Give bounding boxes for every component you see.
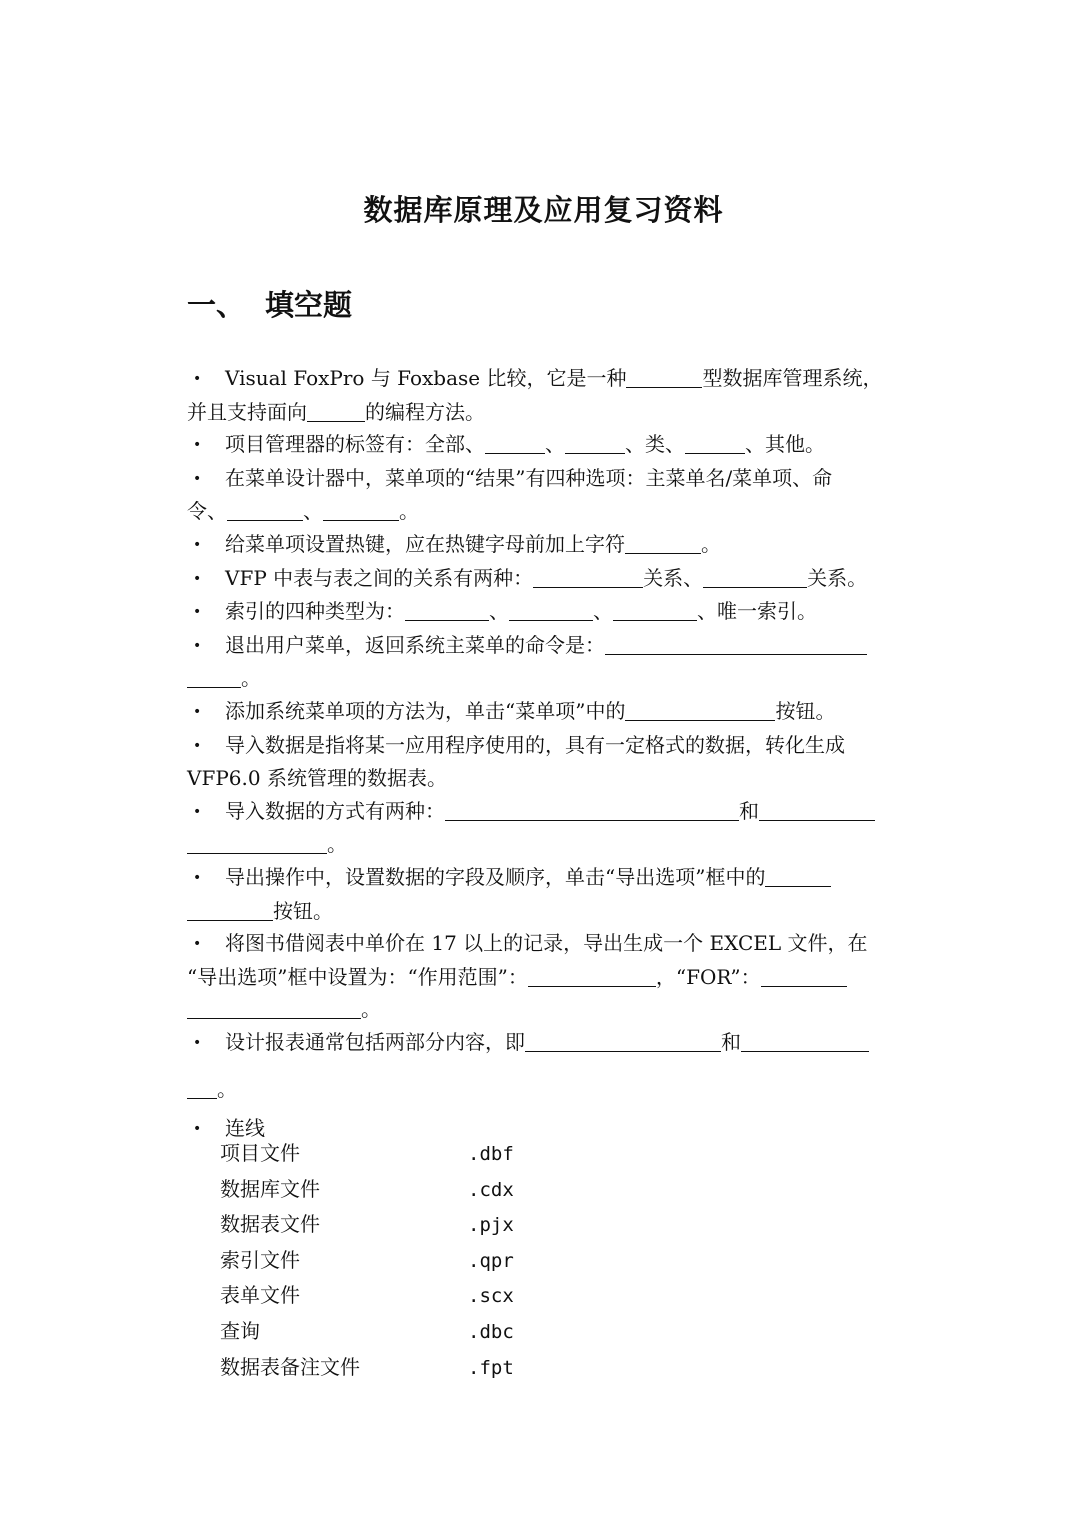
file-type-label: 表单文件 (220, 1283, 300, 1308)
question-text: Visual FoxPro 与 Foxbase 比较，它是一种 (225, 366, 627, 390)
answer-blank[interactable] (685, 433, 745, 454)
question-text: 。 (217, 1077, 237, 1102)
answer-blank[interactable] (626, 367, 702, 388)
answer-blank[interactable] (625, 533, 701, 554)
bullet-icon: • (193, 604, 202, 621)
answer-blank[interactable] (405, 600, 489, 621)
question-text: 。 (327, 832, 347, 857)
document-title: 数据库原理及应用复习资料 (363, 193, 724, 227)
question-text: ，“FOR”： (655, 964, 761, 989)
file-type-label: 数据表文件 (220, 1212, 320, 1237)
answer-blank[interactable] (187, 900, 273, 921)
file-extension: .qpr (468, 1249, 514, 1272)
file-extension: .dbf (468, 1143, 514, 1165)
bullet-icon: • (193, 936, 202, 953)
answer-blank[interactable] (528, 966, 656, 987)
answer-blank[interactable] (741, 1031, 869, 1052)
question-text: 导入数据是指将某一应用程序使用的，具有一定格式的数据，转化生成 (225, 732, 845, 757)
file-extension: .cdx (468, 1178, 514, 1201)
question-text: 在菜单设计器中，菜单项的“结果”有四种选项：主菜单名/菜单项、命 (225, 465, 833, 490)
question-9 (187, 729, 912, 795)
question-5 (187, 562, 912, 596)
answer-blank[interactable] (187, 833, 327, 854)
answer-blank[interactable] (323, 500, 399, 521)
file-type-label: 数据表备注文件 (220, 1354, 360, 1379)
answer-blank[interactable] (761, 966, 847, 987)
bullet-icon: • (193, 1034, 202, 1051)
question-text: 令、 (187, 499, 227, 524)
answer-blank[interactable] (485, 433, 545, 454)
matching-row (220, 1243, 514, 1279)
matching-row (220, 1350, 514, 1386)
file-extension: .pjx (468, 1214, 514, 1237)
answer-blank[interactable] (307, 401, 365, 422)
bullet-icon: • (193, 703, 202, 720)
question-6 (187, 595, 912, 629)
question-text: 和 (739, 798, 759, 823)
file-extension: .scx (468, 1285, 514, 1308)
question-text: 。 (241, 666, 261, 691)
answer-blank[interactable] (759, 800, 875, 821)
question-text: 将图书借阅表中单价在 17 以上的记录，导出生成一个 EXCEL 文件，在 (225, 931, 868, 956)
question-text: 项目管理器的标签有：全部、 (225, 432, 485, 457)
question-text: 和 (721, 1029, 741, 1054)
answer-blank[interactable] (625, 700, 775, 721)
question-text: 添加系统菜单项的方法为，单击“菜单项”中的 (225, 698, 626, 723)
file-extension: .dbc (468, 1320, 514, 1343)
question-10 (187, 795, 912, 861)
answer-blank[interactable] (187, 998, 361, 1019)
question-text: 、 (545, 432, 565, 457)
question-text: 、 (303, 499, 323, 524)
matching-row (220, 1207, 514, 1243)
question-text: 导入数据的方式有两种： (225, 798, 445, 823)
answer-blank[interactable] (613, 600, 697, 621)
question-text: 、 (593, 599, 613, 624)
question-text: 关系、 (643, 565, 704, 590)
answer-blank[interactable] (227, 500, 303, 521)
question-text: 给菜单项设置热键，应在热键字母前加上字符 (225, 531, 625, 556)
question-11 (187, 861, 912, 927)
question-text: 的编程方法。 (365, 399, 485, 424)
answer-blank[interactable] (525, 1031, 721, 1052)
bullet-icon: • (193, 803, 202, 820)
matching-row (220, 1172, 514, 1208)
question-text: 。 (701, 531, 721, 556)
question-text: 连线 (225, 1116, 265, 1141)
question-text: 。 (361, 997, 381, 1022)
question-text: 、其他。 (745, 432, 825, 457)
bullet-icon: • (193, 737, 202, 754)
question-1 (187, 362, 912, 428)
section-number: 一、 (187, 288, 246, 322)
answer-blank[interactable] (445, 800, 739, 821)
answer-blank[interactable] (533, 567, 643, 588)
answer-blank[interactable] (765, 866, 831, 887)
file-type-label: 数据库文件 (220, 1176, 320, 1201)
section-heading (187, 283, 352, 324)
answer-blank[interactable] (509, 600, 593, 621)
question-text: 、类、 (625, 432, 685, 457)
file-type-label: 索引文件 (220, 1247, 300, 1272)
question-text: 按钮。 (775, 698, 836, 723)
matching-row (220, 1314, 514, 1350)
question-text: 、 (489, 599, 509, 624)
bullet-icon: • (193, 637, 202, 654)
question-text: 按钮。 (273, 898, 333, 923)
question-text: “导出选项”框中设置为：“作用范围”： (187, 964, 528, 989)
question-text: 、唯一索引。 (697, 599, 817, 624)
bullet-icon: • (193, 1121, 202, 1138)
question-text: 退出用户菜单，返回系统主菜单的命令是： (225, 632, 605, 657)
answer-blank[interactable] (605, 634, 867, 655)
matching-table (220, 1136, 514, 1385)
question-text: VFP6.0 系统管理的数据表。 (187, 766, 447, 791)
section-label: 填空题 (265, 288, 353, 322)
question-text: 索引的四种类型为： (225, 599, 405, 624)
answer-blank[interactable] (565, 433, 625, 454)
question-4 (187, 528, 912, 562)
question-text: 并且支持面向 (187, 399, 307, 424)
answer-blank[interactable] (187, 1078, 217, 1099)
file-type-label: 项目文件 (220, 1141, 300, 1165)
bullet-icon: • (193, 437, 202, 454)
question-text: 。 (399, 499, 419, 524)
question-13 (187, 1026, 912, 1060)
bullet-icon: • (193, 371, 202, 387)
question-text: 导出操作中，设置数据的字段及顺序，单击“导出选项”框中的 (225, 864, 766, 889)
question-12 (187, 927, 912, 1026)
question-text: 关系。 (807, 565, 868, 590)
question-text: VFP 中表与表之间的关系有两种： (225, 565, 534, 590)
question-text: 设计报表通常包括两部分内容，即 (225, 1029, 525, 1054)
bullet-icon: • (193, 869, 202, 886)
answer-blank[interactable] (703, 567, 807, 588)
question-list (187, 362, 912, 1146)
bullet-icon: • (193, 536, 202, 553)
answer-blank[interactable] (187, 667, 241, 688)
bullet-icon: • (193, 470, 202, 487)
question-7 (187, 629, 912, 695)
question-3 (187, 462, 912, 528)
file-type-label: 查询 (220, 1318, 260, 1343)
matching-row (220, 1278, 514, 1314)
question-2 (187, 428, 912, 462)
bullet-icon: • (193, 570, 202, 587)
question-8 (187, 695, 912, 729)
question-13-continued (187, 1073, 912, 1106)
matching-row (220, 1136, 514, 1172)
file-extension: .fpt (468, 1356, 514, 1379)
question-text: 型数据库管理系统， (702, 366, 883, 390)
